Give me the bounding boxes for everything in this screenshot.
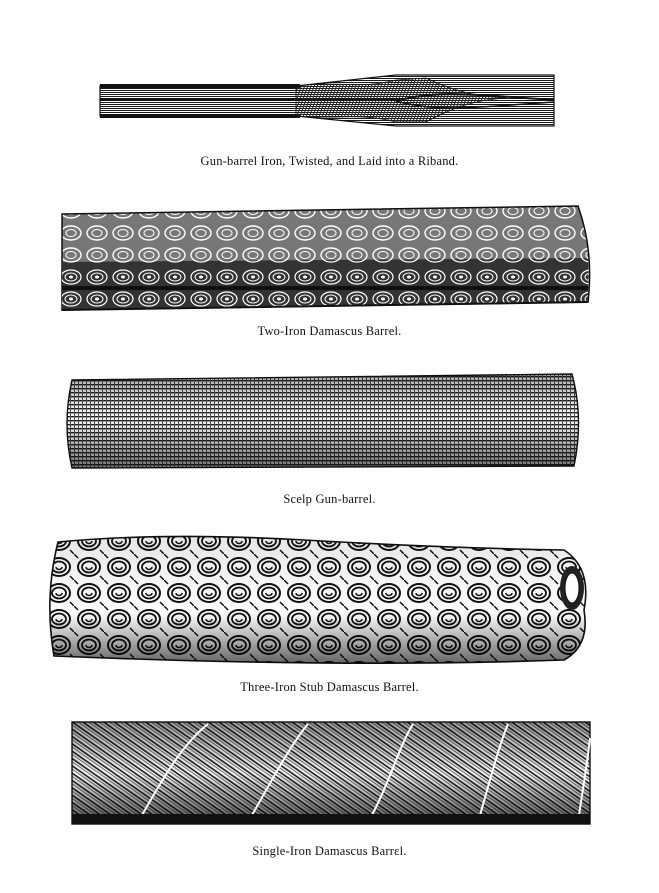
twisted-riband-engraving: [96, 70, 558, 132]
two-iron-damascus-engraving: [58, 200, 598, 312]
caption-two-iron-damascus: Two-Iron Damascus Barrel.: [257, 324, 402, 338]
three-iron-stub-damascus-engraving: [44, 528, 604, 666]
caption-single-iron-damascus: Single-Iron Damascus Barrεl.: [252, 844, 407, 858]
figure-three-iron-stub-damascus: [0, 528, 659, 694]
scelp-barrel-engraving: [62, 368, 592, 472]
caption-scelp-barrel: Scelp Gun-barrel.: [283, 492, 376, 506]
single-iron-damascus-engraving: [68, 718, 600, 830]
caption-twisted-riband: Gun-barrel Iron, Twisted, and Laid into a Riband.: [200, 154, 459, 168]
figure-scelp-barrel: [0, 368, 659, 508]
figure-single-iron-damascus: [0, 718, 659, 878]
caption-three-iron-stub-damascus: Three-Iron Stub Damascus Barrel.: [240, 680, 419, 694]
figure-two-iron-damascus: [0, 200, 659, 340]
figure-twisted-riband: [0, 70, 659, 180]
